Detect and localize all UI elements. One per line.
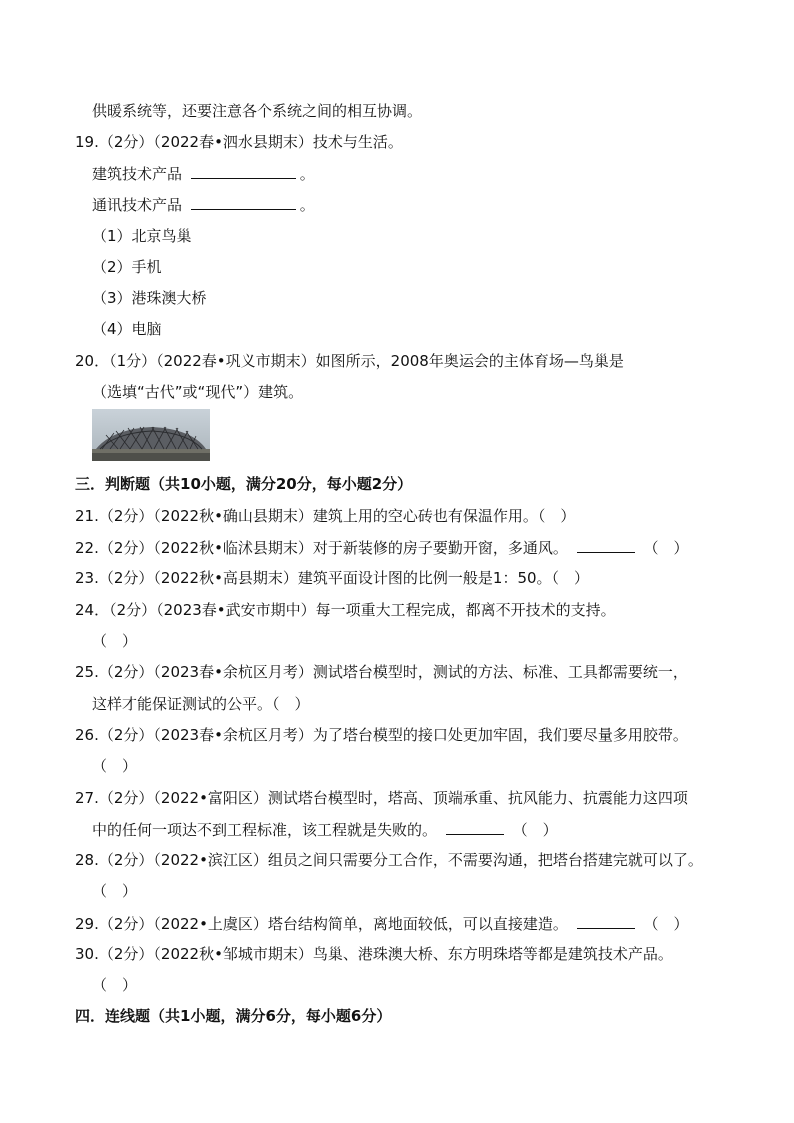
bird-nest-stadium-photo (92, 409, 210, 461)
q19-row1-label: 建筑技术产品 (92, 165, 183, 183)
q19-row1-end: 。 (299, 165, 315, 183)
q25-line2: 这样才能保证测试的公平。（ ） (92, 695, 310, 713)
q26-paren: （ ） (92, 757, 138, 775)
q24-text: 24．（2分）（2023春•武安市期中）每一项重大工程完成，都离不开技术的支持。 (75, 601, 616, 619)
q19-option: （4）电脑 (92, 320, 162, 338)
q19-stem: 19.（2分）（2022春•泗水县期末）技术与生活。 (75, 133, 403, 151)
stadium-illustration (92, 409, 210, 461)
q29 (75, 913, 689, 934)
q19-option: （1）北京鸟巢 (92, 227, 192, 245)
q20-line2: （选填“古代”或“现代”）建筑。 (92, 383, 304, 401)
q19-row1 (92, 163, 315, 184)
q20-stem: 20．（1分）（2022春•巩义市期末）如图所示，2008年奥运会的主体育场—鸟巢是 (75, 352, 624, 370)
q26-text: 26.（2分）（2023春•余杭区月考）为了塔台模型的接口处更加牢固，我们要尽量多用胶带。 (75, 726, 688, 744)
q28-text: 28.（2分）（2022•滨江区）组员之间只需要分工合作，不需要沟通，把塔台搭建完就可以了。 (75, 851, 703, 869)
section-3-heading: 三．判断题（共10小题，满分20分，每小题2分） (75, 475, 413, 493)
q29-paren: （ ） (643, 915, 689, 933)
q27-blank[interactable] (446, 819, 504, 835)
q22-text: 22.（2分）（2022秋•临沭县期末）对于新装修的房子要勤开窗，多通风。 (75, 539, 568, 557)
q19-row2-blank[interactable] (191, 194, 296, 210)
q22-blank[interactable] (577, 537, 635, 553)
q19-row2-end: 。 (299, 196, 315, 214)
q19-row2-label: 通讯技术产品 (92, 196, 183, 214)
q25-line1: 25.（2分）（2023春•余杭区月考）测试塔台模型时，测试的方法、标准、工具都需要统一， (75, 663, 688, 681)
q21: 21.（2分）（2022秋•确山县期末）建筑上用的空心砖也有保温作用。（ ） (75, 507, 576, 525)
q19-option: （2）手机 (92, 258, 162, 276)
q29-text: 29.（2分）（2022•上虞区）塔台结构简单，离地面较低，可以直接建造。 (75, 915, 568, 933)
q22 (75, 537, 689, 558)
q23: 23.（2分）（2022秋•高县期末）建筑平面设计图的比例一般是1：50。（ ） (75, 569, 590, 587)
q27-line2 (92, 819, 558, 840)
q19-row1-blank[interactable] (191, 163, 296, 179)
q27-line2-text: 中的任何一项达不到工程标准，该工程就是失败的。 (92, 821, 438, 839)
q28-paren: （ ） (92, 882, 138, 900)
q22-paren: （ ） (643, 539, 689, 557)
q30-paren: （ ） (92, 976, 138, 994)
intro-tail: 供暖系统等，还要注意各个系统之间的相互协调。 (92, 102, 423, 120)
q24-paren: （ ） (92, 632, 138, 650)
q19-row2 (92, 194, 315, 215)
q27-line1: 27.（2分）（2022•富阳区）测试塔台模型时，塔高、顶端承重、抗风能力、抗震能力这四项 (75, 789, 688, 807)
q30-text: 30.（2分）（2022秋•邹城市期末）鸟巢、港珠澳大桥、东方明珠塔等都是建筑技术产品。 (75, 945, 673, 963)
section-4-heading: 四．连线题（共1小题，满分6分，每小题6分） (75, 1007, 392, 1025)
q19-option: （3）港珠澳大桥 (92, 289, 207, 307)
q29-blank[interactable] (577, 913, 635, 929)
q27-paren: （ ） (512, 821, 558, 839)
